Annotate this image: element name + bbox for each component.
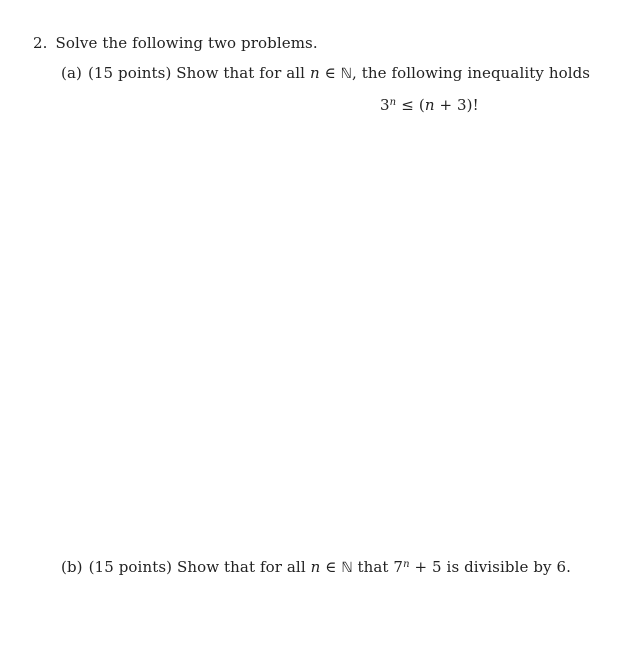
equation-exponent: n [389, 97, 397, 108]
part-a-naturals-symbol: ℕ [340, 66, 352, 82]
part-a-label: (a) [61, 64, 82, 82]
problem-number: 2. [33, 34, 48, 52]
equation-base: 3 [380, 96, 390, 114]
part-b-middle: that [352, 558, 394, 576]
part-b-exponent: n [403, 559, 410, 570]
part-a-element-of: ∈ [319, 64, 341, 82]
part-a-rest: , the following inequality holds [351, 64, 591, 82]
part-a-statement [61, 64, 590, 83]
equation-open-paren: ( [418, 96, 425, 114]
part-b-rest: + 5 is divisible by 6. [409, 558, 571, 576]
part-b-statement [61, 558, 571, 577]
part-b-base: 7 [393, 558, 404, 576]
equation-relation: ≤ [401, 96, 414, 114]
part-a-intro: (15 points) Show that for all [87, 64, 310, 82]
problem-heading [33, 34, 318, 52]
part-b-label: (b) [61, 558, 83, 576]
part-b-variable: n [310, 558, 321, 576]
part-a-variable: n [309, 64, 320, 82]
part-b-element-of: ∈ [320, 558, 342, 576]
part-b-naturals-symbol: ℕ [341, 560, 353, 576]
equation-rhs-tail: + 3)! [434, 96, 479, 114]
equation-rhs-variable: n [424, 96, 435, 114]
part-b-intro: (15 points) Show that for all [88, 558, 311, 576]
problem-heading-text: Solve the following two problems. [55, 34, 318, 52]
inequality-equation [380, 96, 479, 114]
